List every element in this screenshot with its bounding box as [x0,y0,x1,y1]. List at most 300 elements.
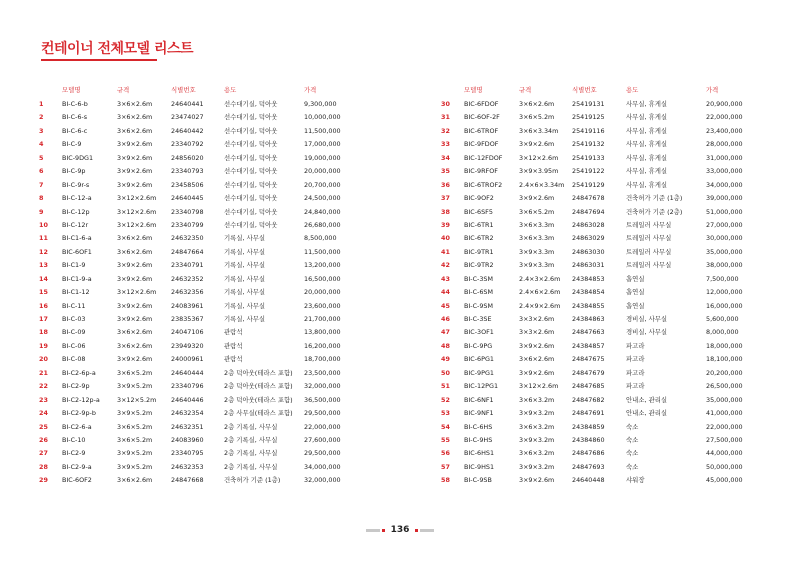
identifier-cell: 24856020 [171,153,204,162]
usage-cell: 안내소, 관리실 [626,409,668,418]
usage-cell: 기록실, 사무실 [224,274,266,283]
price-cell: 20,900,000 [706,100,743,108]
usage-cell: 2층 덕아웃(테라스 포함) [224,368,293,377]
model-name-cell: BIC-6HS1 [464,449,495,458]
size-cell: 3×9×2.6m [519,140,555,149]
page-number: 136 [390,525,410,535]
row-number-cell: 27 [39,449,48,458]
model-name-cell: BI-C-9HS [464,435,493,444]
price-cell: 34,000,000 [304,462,341,471]
price-cell: 50,000,000 [706,462,743,471]
identifier-cell: 24847664 [171,247,204,256]
usage-cell: 숙소 [626,449,639,458]
model-name-cell: BIC-9OF2 [464,194,494,203]
size-cell: 3×6×3.34m [519,126,559,135]
model-name-cell: BIC-6TROF [464,126,499,135]
price-cell: 34,000,000 [706,180,743,189]
model-name-cell: BI-C-9PG [464,341,493,350]
model-name-cell: BI-C-08 [62,355,86,364]
price-cell: 16,000,000 [706,301,743,310]
header-model: 모델명 [464,86,483,94]
identifier-cell: 24863029 [572,234,605,243]
price-cell: 16,500,000 [304,274,341,283]
price-cell: 22,000,000 [706,113,743,122]
price-cell: 11,500,000 [304,247,341,256]
usage-cell: 숙소 [626,462,639,471]
identifier-cell: 24847663 [572,328,605,337]
size-cell: 2.4×6×2.6m [519,288,561,297]
usage-cell: 2층 기록실, 사무실 [224,462,278,471]
price-cell: 32,000,000 [304,476,341,485]
identifier-cell: 24047106 [171,328,204,337]
identifier-cell: 24847693 [572,462,605,471]
size-cell: 3×12×5.2m [117,395,157,404]
usage-cell: 흡연실 [626,288,645,297]
model-name-cell: BIC-9PG1 [464,368,494,377]
size-cell: 3×6×5.2m [519,207,555,216]
price-cell: 13,800,000 [304,328,341,337]
model-name-cell: BI-C2-6p-a [62,368,96,377]
row-number-cell: 19 [39,341,48,350]
price-cell: 31,000,000 [706,153,743,162]
header-price: 가격 [706,86,719,94]
price-cell: 18,100,000 [706,355,743,364]
price-cell: 26,500,000 [706,382,743,391]
size-cell: 3×9×5.2m [117,409,153,418]
size-cell: 3×6×2.6m [117,113,153,122]
identifier-cell: 23340793 [171,167,204,176]
size-cell: 3×9×2.6m [117,167,153,176]
size-cell: 3×6×2.6m [117,234,153,243]
model-name-cell: BIC-9TR1 [464,247,494,256]
model-name-cell: BI-C2-9 [62,449,86,458]
usage-cell: 기록실, 사무실 [224,315,266,323]
usage-cell: 2층 덕아웃(테라스 포함) [224,382,293,391]
usage-cell: 건축허가 기준 (1층) [626,194,683,203]
usage-cell: 안내소, 관리실 [626,395,668,404]
price-cell: 13,200,000 [304,261,341,270]
identifier-cell: 25419132 [572,140,605,149]
price-cell: 20,000,000 [304,288,341,297]
model-name-cell: BIC-6SF5 [464,207,493,216]
price-cell: 23,500,000 [304,368,341,377]
model-name-cell: BIC-6TR2 [464,234,494,243]
identifier-cell: 23835367 [171,315,204,323]
model-name-cell: BIC-9HS1 [464,462,495,471]
price-cell: 30,000,000 [706,234,743,243]
usage-cell: 경비실, 사무실 [626,315,668,323]
model-name-cell: BI-C1-9-a [62,274,92,283]
header-use: 용도 [224,86,237,94]
price-cell: 20,700,000 [304,180,341,189]
price-cell: 17,000,000 [304,140,341,149]
identifier-cell: 24632353 [171,462,204,471]
row-number-cell: 50 [441,368,450,377]
usage-cell: 선수대기실, 덕아웃 [224,167,278,176]
price-cell: 22,000,000 [706,422,743,431]
row-number-cell: 25 [39,422,48,431]
model-name-cell: BIC-6NF1 [464,395,494,404]
row-number-cell: 32 [441,126,450,135]
size-cell: 3×6×2.6m [117,100,153,108]
row-number-cell: 11 [39,234,48,243]
row-number-cell: 30 [441,100,450,108]
usage-cell: 선수대기실, 덕아웃 [224,113,278,122]
identifier-cell: 24632356 [171,288,204,297]
usage-cell: 사무실, 휴게실 [626,100,668,108]
row-number-cell: 12 [39,247,48,256]
model-name-cell: BI-C-9SM [464,301,493,310]
page-footer [0,523,800,537]
usage-cell: 선수대기실, 덕아웃 [224,220,278,229]
price-cell: 35,000,000 [706,395,743,404]
identifier-cell: 24640441 [171,100,204,108]
row-number-cell: 46 [441,315,450,323]
price-cell: 20,200,000 [706,368,743,377]
row-number-cell: 9 [39,207,44,216]
identifier-cell: 24000961 [171,355,204,364]
size-cell: 3×12×2.6m [519,382,559,391]
size-cell: 3×9×2.6m [117,140,153,149]
usage-cell: 파고라 [626,382,645,391]
identifier-cell: 24083961 [171,301,204,310]
title-underline [41,59,157,61]
size-cell: 2.4×9×2.6m [519,301,561,310]
model-name-cell: BIC-6TROF2 [464,180,503,189]
usage-cell: 트레일러 사무실 [626,220,672,229]
row-number-cell: 35 [441,167,450,176]
header-model: 모델명 [62,86,81,94]
row-number-cell: 10 [39,220,48,229]
model-name-cell: BI-C2-9-a [62,462,92,471]
model-name-cell: BI-C-3SE [464,315,492,323]
usage-cell: 선수대기실, 덕아웃 [224,100,278,108]
identifier-cell: 24384863 [572,315,605,323]
usage-cell: 흡연실 [626,274,645,283]
identifier-cell: 24384855 [572,301,605,310]
row-number-cell: 37 [441,194,450,203]
usage-cell: 2층 기록실, 사무실 [224,435,278,444]
size-cell: 3×6×2.6m [117,341,153,350]
row-number-cell: 51 [441,382,450,391]
row-number-cell: 14 [39,274,48,283]
size-cell: 3×6×3.2m [519,422,555,431]
row-number-cell: 45 [441,301,450,310]
identifier-cell: 24083960 [171,435,204,444]
row-number-cell: 43 [441,274,450,283]
usage-cell: 건축허가 기준 (2층) [626,207,683,216]
usage-cell: 파고라 [626,368,645,377]
usage-cell: 트레일러 사무실 [626,234,672,243]
row-number-cell: 58 [441,476,450,485]
model-name-cell: BI-C-9r-s [62,180,90,189]
usage-cell: 선수대기실, 덕아웃 [224,194,278,203]
usage-cell: 사무실, 휴게실 [626,167,668,176]
price-cell: 29,500,000 [304,409,341,418]
price-cell: 18,700,000 [304,355,341,364]
size-cell: 3×6×5.2m [519,113,555,122]
model-name-cell: BI-C-6SM [464,288,493,297]
identifier-cell: 24384857 [572,341,605,350]
identifier-cell: 25419129 [572,180,605,189]
model-name-cell: BI-C-12p [62,207,90,216]
size-cell: 3×6×2.6m [117,126,153,135]
size-cell: 3×12×2.6m [117,220,157,229]
size-cell: 3×9×2.6m [117,153,153,162]
identifier-cell: 23949320 [171,341,204,350]
model-name-cell: BI-C2-9p-b [62,409,96,418]
usage-cell: 사무실, 휴게실 [626,126,668,135]
row-number-cell: 16 [39,301,48,310]
usage-cell: 사무실, 휴게실 [626,153,668,162]
model-name-cell: BI-C2-9p [62,382,90,391]
price-cell: 32,000,000 [304,382,341,391]
size-cell: 3×6×3.3m [519,234,555,243]
model-name-cell: BI-C-11 [62,301,86,310]
model-name-cell: BIC-3OF1 [464,328,494,337]
identifier-cell: 24640444 [171,368,204,377]
model-name-cell: BIC-12FDOF [464,153,503,162]
row-number-cell: 21 [39,368,48,377]
model-name-cell: BIC-6OF2 [62,476,92,485]
model-name-cell: BI-C-12-a [62,194,92,203]
model-name-cell: BI-C1-12 [62,288,90,297]
row-number-cell: 44 [441,288,450,297]
row-number-cell: 28 [39,462,48,471]
identifier-cell: 24847668 [171,476,204,485]
model-name-cell: BIC-9TR2 [464,261,494,270]
size-cell: 3×9×3.2m [519,435,555,444]
identifier-cell: 23474027 [171,113,204,122]
size-cell: 3×6×2.6m [117,328,153,337]
usage-cell: 선수대기실, 덕아웃 [224,153,278,162]
row-number-cell: 53 [441,409,450,418]
size-cell: 3×6×2.6m [519,100,555,108]
row-number-cell: 15 [39,288,48,297]
size-cell: 3×9×2.6m [519,341,555,350]
row-number-cell: 55 [441,435,450,444]
row-number-cell: 24 [39,409,48,418]
identifier-cell: 25419122 [572,167,605,176]
usage-cell: 기록실, 사무실 [224,247,266,256]
row-number-cell: 42 [441,261,450,270]
identifier-cell: 24863031 [572,261,605,270]
model-name-cell: BIC-9NF1 [464,409,494,418]
price-cell: 41,000,000 [706,409,743,418]
size-cell: 2.4×3×2.6m [519,274,561,283]
usage-cell: 선수대기실, 덕아웃 [224,207,278,216]
size-cell: 3×9×2.6m [117,301,153,310]
price-cell: 12,000,000 [706,288,743,297]
model-name-cell: BI-C-06 [62,341,86,350]
row-number-cell: 8 [39,194,44,203]
price-cell: 7,500,000 [706,274,739,283]
size-cell: 3×9×3.3m [519,261,555,270]
row-number-cell: 57 [441,462,450,471]
row-number-cell: 40 [441,234,450,243]
row-number-cell: 18 [39,328,48,337]
model-name-cell: BIC-6OF-2F [464,113,500,122]
identifier-cell: 24847682 [572,395,605,404]
identifier-cell: 23340791 [171,261,204,270]
model-name-cell: BI-C1-6-a [62,234,92,243]
model-name-cell: BIC-12PG1 [464,382,499,391]
price-cell: 29,500,000 [304,449,341,458]
price-cell: 38,000,000 [706,261,743,270]
size-cell: 2.4×6×3.34m [519,180,565,189]
size-cell: 3×6×2.6m [117,247,153,256]
size-cell: 3×9×2.6m [519,368,555,377]
price-cell: 24,500,000 [304,194,341,203]
price-cell: 19,000,000 [304,153,341,162]
size-cell: 3×9×2.6m [117,274,153,283]
identifier-cell: 23458506 [171,180,204,189]
model-name-cell: BIC-9RFOF [464,167,498,176]
model-name-cell: BI-C-9p [62,167,86,176]
usage-cell: 사무실, 휴게실 [626,140,668,149]
identifier-cell: 23340792 [171,140,204,149]
row-number-cell: 17 [39,315,48,323]
usage-cell: 트레일러 사무실 [626,261,672,270]
row-number-cell: 2 [39,113,44,122]
row-number-cell: 26 [39,435,48,444]
footer-decoration-left [366,529,385,532]
model-name-cell: BIC-9DG1 [62,153,94,162]
identifier-cell: 24847678 [572,194,605,203]
model-name-cell: BIC-6PG1 [464,355,494,364]
price-cell: 26,680,000 [304,220,341,229]
usage-cell: 2층 기록실, 사무실 [224,449,278,458]
identifier-cell: 24640442 [171,126,204,135]
price-cell: 5,600,000 [706,315,739,323]
price-cell: 20,000,000 [304,167,341,176]
price-cell: 8,500,000 [304,234,337,243]
identifier-cell: 23340796 [171,382,204,391]
identifier-cell: 25419133 [572,153,605,162]
identifier-cell: 24847691 [572,409,605,418]
row-number-cell: 56 [441,449,450,458]
row-number-cell: 3 [39,126,44,135]
usage-cell: 기록실, 사무실 [224,288,266,297]
identifier-cell: 24863030 [572,247,605,256]
price-cell: 44,000,000 [706,449,743,458]
usage-cell: 관람석 [224,328,243,337]
price-cell: 22,000,000 [304,422,341,431]
model-name-cell: BI-C-03 [62,315,86,323]
size-cell: 3×3×2.6m [519,315,555,323]
usage-cell: 선수대기실, 덕아웃 [224,126,278,135]
header-size: 규격 [519,86,532,94]
size-cell: 3×9×3.95m [519,167,559,176]
identifier-cell: 24384859 [572,422,605,431]
usage-cell: 파고라 [626,341,645,350]
identifier-cell: 24632351 [171,422,204,431]
usage-cell: 사무실, 휴게실 [626,113,668,122]
row-number-cell: 36 [441,180,450,189]
row-number-cell: 52 [441,395,450,404]
size-cell: 3×12×2.6m [117,288,157,297]
row-number-cell: 41 [441,247,450,256]
row-number-cell: 5 [39,153,44,162]
price-cell: 11,500,000 [304,126,341,135]
header-size: 규격 [117,86,130,94]
size-cell: 3×9×3.2m [519,462,555,471]
usage-cell: 샤워장 [626,476,645,485]
model-name-cell: BI-C-6-b [62,100,88,108]
row-number-cell: 34 [441,153,450,162]
usage-cell: 2층 기록실, 사무실 [224,422,278,431]
size-cell: 3×9×2.6m [117,355,153,364]
price-cell: 28,000,000 [706,140,743,149]
size-cell: 3×6×3.3m [519,220,555,229]
identifier-cell: 23340799 [171,220,204,229]
size-cell: 3×9×5.2m [117,462,153,471]
footer-decoration-right [415,529,434,532]
row-number-cell: 33 [441,140,450,149]
size-cell: 3×6×5.2m [117,435,153,444]
price-cell: 8,000,000 [706,328,739,337]
size-cell: 3×6×5.2m [117,368,153,377]
model-name-cell: BI-C-3SM [464,274,493,283]
price-cell: 24,840,000 [304,207,341,216]
identifier-cell: 24847694 [572,207,605,216]
model-name-cell: BI-C-6HS [464,422,493,431]
usage-cell: 관람석 [224,341,243,350]
price-cell: 9,300,000 [304,100,337,108]
model-name-cell: BI-C-6-s [62,113,88,122]
price-cell: 36,500,000 [304,395,341,404]
usage-cell: 선수대기실, 덕아웃 [224,180,278,189]
usage-cell: 경비실, 사무실 [626,328,668,337]
size-cell: 3×9×2.6m [117,315,153,323]
size-cell: 3×9×5.2m [117,449,153,458]
size-cell: 3×9×2.6m [117,180,153,189]
row-number-cell: 31 [441,113,450,122]
model-name-cell: BIC-6FDOF [464,100,499,108]
row-number-cell: 22 [39,382,48,391]
size-cell: 3×9×2.6m [519,194,555,203]
model-name-cell: BI-C-6-c [62,126,88,135]
model-name-cell: BIC-9FDOF [464,140,499,149]
usage-cell: 파고라 [626,355,645,364]
row-number-cell: 29 [39,476,48,485]
header-use: 용도 [626,86,639,94]
row-number-cell: 1 [39,100,44,108]
identifier-cell: 24384860 [572,435,605,444]
header-price: 가격 [304,86,317,94]
price-cell: 23,400,000 [706,126,743,135]
usage-cell: 기록실, 사무실 [224,261,266,270]
size-cell: 3×12×2.6m [117,194,157,203]
usage-cell: 선수대기실, 덕아웃 [224,140,278,149]
identifier-cell: 24384853 [572,274,605,283]
identifier-cell: 24847675 [572,355,605,364]
row-number-cell: 6 [39,167,44,176]
identifier-cell: 25419116 [572,126,605,135]
model-name-cell: BI-C2-12p-a [62,395,100,404]
size-cell: 3×6×3.2m [519,395,555,404]
row-number-cell: 38 [441,207,450,216]
price-cell: 27,500,000 [706,435,743,444]
model-name-cell: BI-C-9SB [464,476,492,485]
price-cell: 27,000,000 [706,220,743,229]
price-cell: 33,000,000 [706,167,743,176]
usage-cell: 관람석 [224,355,243,364]
price-cell: 16,200,000 [304,341,341,350]
size-cell: 3×6×5.2m [117,422,153,431]
model-name-cell: BI-C-09 [62,328,86,337]
price-cell: 35,000,000 [706,247,743,256]
